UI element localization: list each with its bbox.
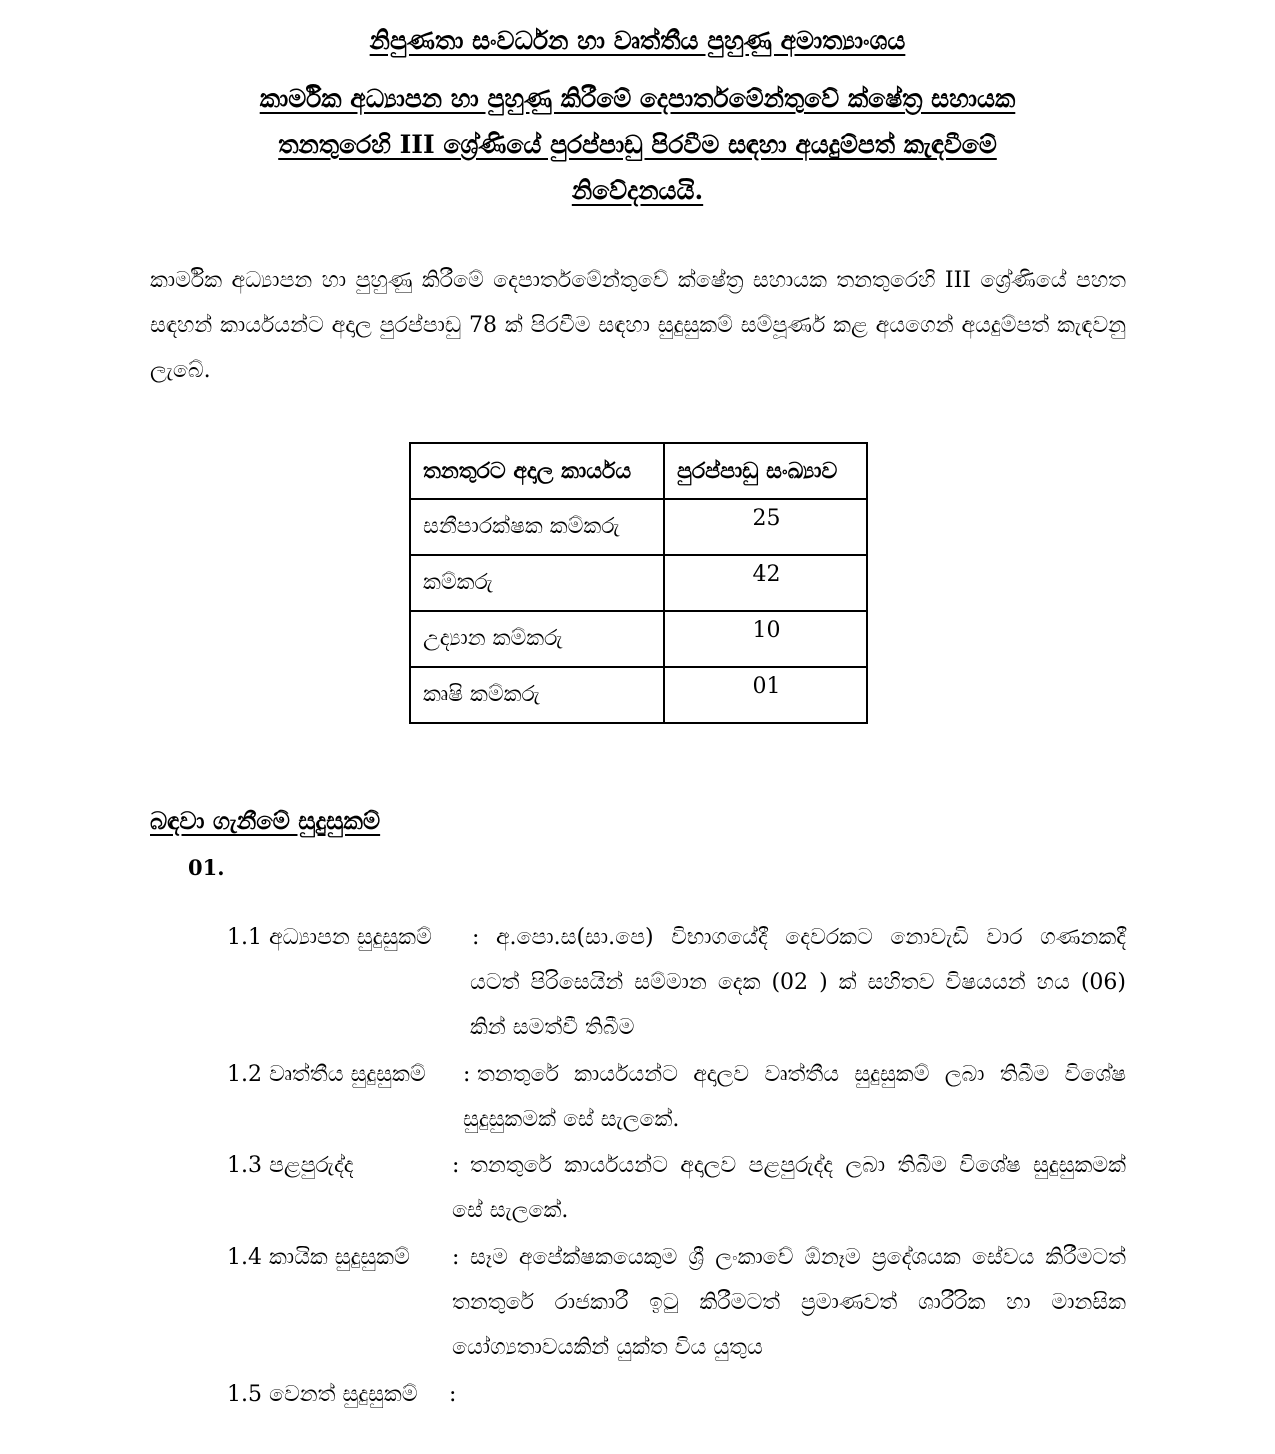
qualification-colon: : bbox=[472, 925, 480, 950]
qualification-colon: : bbox=[452, 1245, 460, 1270]
table-cell-count: 01 bbox=[664, 667, 867, 723]
table-cell-duty: කෘෂි කම්කරු bbox=[410, 667, 664, 723]
qualification-colon: : bbox=[452, 1153, 460, 1178]
table-row bbox=[410, 667, 867, 723]
table-header-count: පුරප්පාඩු සංඛ්‍යාව bbox=[664, 443, 867, 499]
qualification-label: 1.1 අධ්‍යාපන සුදුසුකම් bbox=[227, 925, 432, 950]
table-cell-count: 25 bbox=[664, 499, 867, 555]
table-cell-count: 10 bbox=[664, 611, 867, 667]
qualification-colon: : bbox=[449, 1382, 457, 1407]
qualification-item bbox=[227, 1235, 1127, 1375]
vacancy-table bbox=[409, 442, 868, 724]
qualification-label: 1.4 කායික සුදුසුකම් bbox=[227, 1245, 410, 1270]
qualification-item bbox=[227, 1372, 1127, 1417]
table-cell-duty: උද්‍යාන කම්කරු bbox=[410, 611, 664, 667]
qualification-item bbox=[227, 1052, 1127, 1144]
qualification-label: 1.2 වෘත්තීය සුදුසුකම් bbox=[227, 1062, 426, 1087]
heading-line-4: නිවේදනයයි. bbox=[571, 176, 704, 205]
qualification-label: 1.5 වෙනත් සුදුසුකම් bbox=[227, 1382, 418, 1407]
table-cell-duty: කම්කරු bbox=[410, 555, 664, 611]
qualification-item bbox=[227, 915, 1127, 1055]
section-number: 01. bbox=[188, 855, 225, 880]
qualification-text: සෑම අපේක්ෂකයෙකුම ශ්‍රී ලංකාවේ ඕනෑම ප්‍රදේශයක සේවය කිරීමටත් තනතුරේ රාජකාරී ඉටු කිරීමටත් ප්‍රමාණවත් ශාරීරික හා මානසික යෝග්‍යතාවයකින් යුක්ත විය යුතුය bbox=[452, 1245, 1126, 1360]
table-row bbox=[410, 611, 867, 667]
qualification-text: තනතුරේ කාර්යයන්ට අදාලව වෘත්තීය සුදුසුකම් ලබා තිබීම විශේෂ සුදුසුකමක් සේ සැලකේ. bbox=[463, 1062, 1126, 1132]
table-cell-duty: සනීපාරක්ෂක කම්කරු bbox=[410, 499, 664, 555]
table-cell-count: 42 bbox=[664, 555, 867, 611]
heading-line-2: කාර්මික අධ්‍යාපන හා පුහුණු කිරීමේ දෙපාර්තමේන්තුවේ ක්ෂේත්‍ර සහායක bbox=[259, 84, 1016, 113]
table-row bbox=[410, 499, 867, 555]
table-row bbox=[410, 555, 867, 611]
qualification-text: අ.පො.ස(සා.පෙ) විභාගයේදී දෙවරකට නොවැඩි වාර ගණනකදී යටත් පිරිසෙයින් සම්මාන දෙක (02 ) ක් සහිතව විෂයයන් හය (06) කින් සමත්වී තිබීම bbox=[470, 925, 1126, 1040]
table-header-duty: තනතුරට අදාල කාර්යය bbox=[410, 443, 664, 499]
heading-line-3: තනතුරෙහි III ශ්‍රේණියේ පුරප්පාඩු පිරවීම සඳහා අයදුම්පත් කැඳවීමේ bbox=[278, 130, 997, 159]
qualification-item bbox=[227, 1143, 1127, 1235]
qualification-text: තනතුරේ කාර්යයන්ට අදාලව පළපුරුද්ද ලබා තිබීම විශේෂ සුදුසුකමක් සේ සැලකේ. bbox=[452, 1153, 1126, 1223]
qualification-label: 1.3 පළපුරුද්ද bbox=[227, 1153, 354, 1178]
table-header-row bbox=[410, 443, 867, 499]
qualification-colon: : bbox=[463, 1062, 471, 1087]
intro-paragraph: කාර්මික අධ්‍යාපන හා පුහුණු කිරීමේ දෙපාර්තමේන්තුවේ ක්ෂේත්‍ර සහායක තනතුරෙහි III ශ්‍රේණියේ පහත සඳහන් කාර්යයන්ට අදාල පුරප්පාඩු 78 ක් පිරවීම සඳහා සුදුසුකම් සම්පූර්ණ කළ අයගෙන් අයදුම්පත් කැඳවනු ලැබේ. bbox=[150, 268, 1126, 383]
heading-line-1: නිපුණතා සංවර්ධන හා වෘත්තීය පුහුණු අමාත්‍යාංශය bbox=[369, 26, 906, 55]
section-title: බඳවා ගැනීමේ සුදුසුකම් bbox=[150, 806, 381, 835]
